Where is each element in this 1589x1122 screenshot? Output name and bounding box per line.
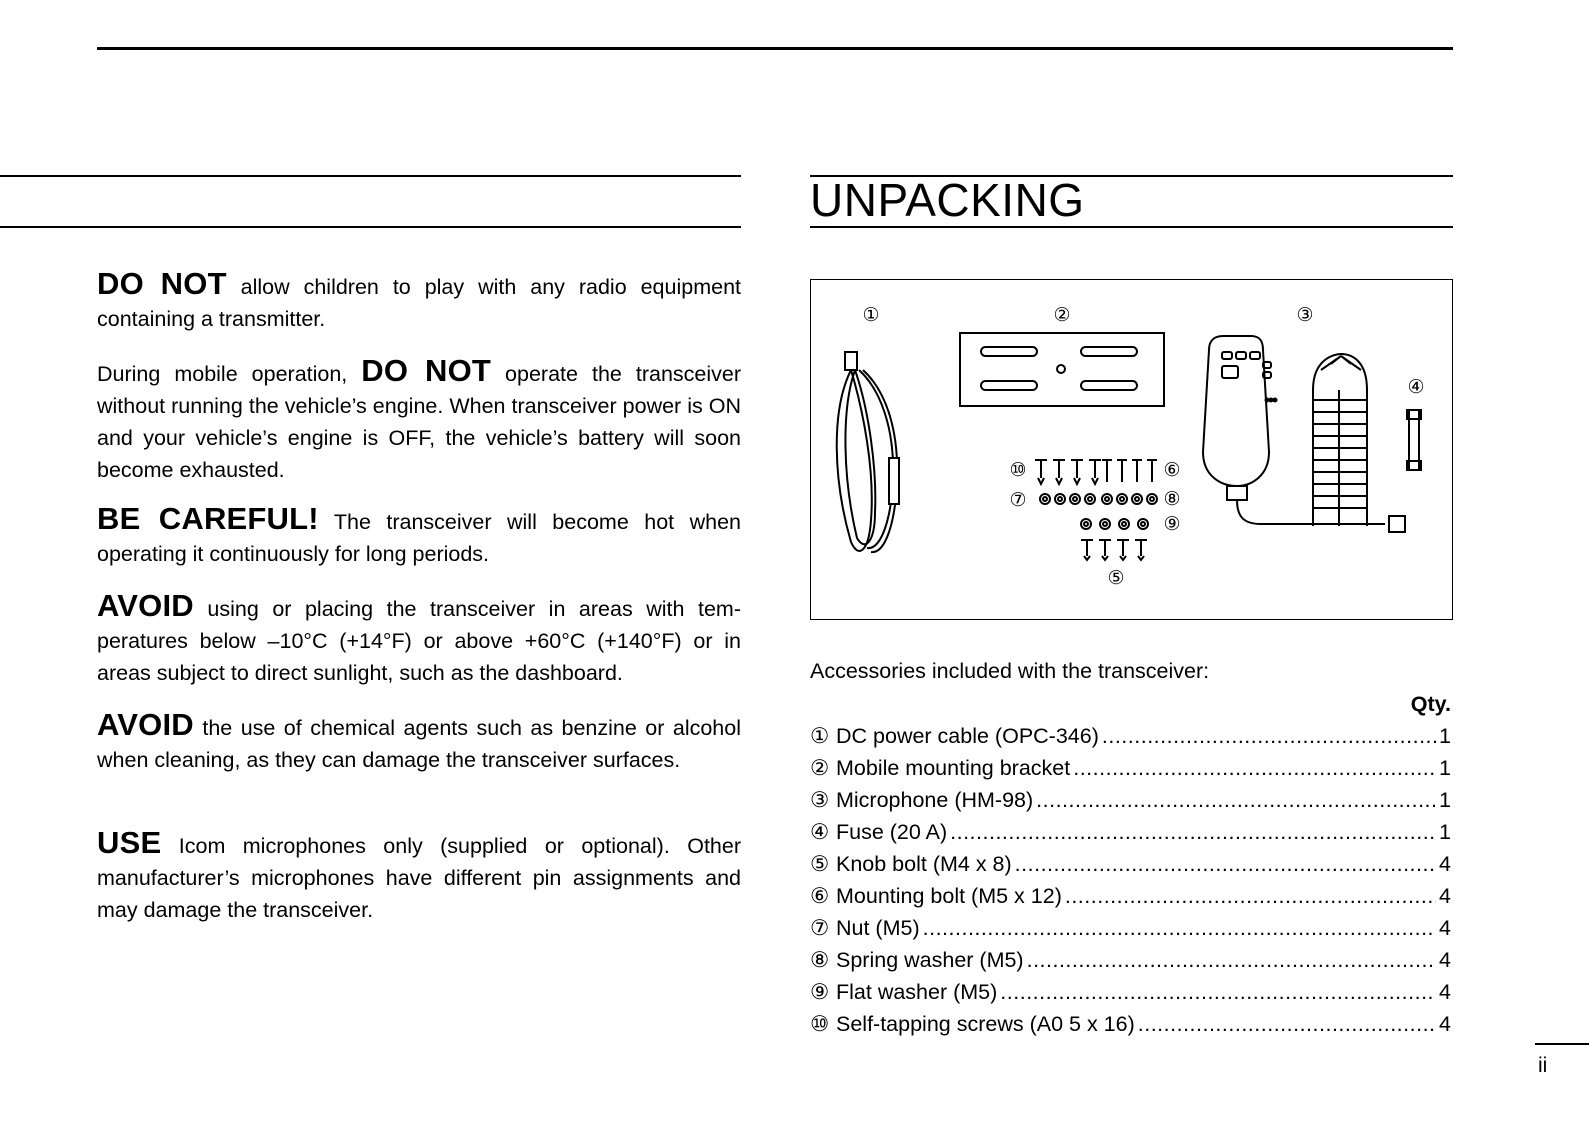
figure-label-8: ⑧	[1163, 488, 1181, 510]
item-qty: 4	[1439, 916, 1451, 940]
item-name: Knob bolt (M4 x 8)	[836, 852, 1012, 876]
warning-keyword: AVOID	[97, 588, 194, 623]
item-qty: 4	[1439, 852, 1451, 876]
accessory-list	[810, 720, 1451, 1040]
qty-header: Qty.	[1410, 692, 1451, 716]
item-qty: 4	[1439, 948, 1451, 972]
item-number: ⑤	[810, 852, 830, 876]
section-heading: UNPACKING	[810, 174, 1085, 226]
knob-bolts-drawing	[1081, 540, 1147, 560]
warning-text: operate the transceiver without running the vehicle’s engine. When transceiver power is ON and your vehicle’s engine is OFF, the vehicle’s battery will soon become exhausted.	[97, 362, 741, 482]
figure-label-6: ⑥	[1163, 459, 1181, 481]
item-number: ①	[810, 724, 830, 748]
accessories-figure	[810, 279, 1453, 620]
item-number: ②	[810, 756, 830, 780]
dot-leader	[1036, 784, 1436, 816]
figure-label-3: ③	[1296, 304, 1314, 326]
list-item	[810, 720, 1451, 752]
item-qty: 1	[1439, 820, 1451, 844]
mounting-bracket-drawing	[960, 333, 1164, 406]
list-item	[810, 912, 1451, 944]
item-number: ⑩	[810, 1012, 830, 1036]
left-section-rule-top	[0, 175, 741, 177]
warning-text: using or placing the transceiver in areas with temperatures below –10°C (+14°F) or above +60°C (+140°F) or in areas subject to direct sunlight, such as the dashboard.	[97, 597, 741, 685]
warning-microphones	[97, 827, 741, 926]
figure-label-10: ⑩	[1009, 459, 1027, 481]
warning-text: allow children to play with any radio equipment containing a transmitter.	[97, 275, 741, 331]
item-qty: 1	[1439, 724, 1451, 748]
dot-leader	[950, 816, 1436, 848]
item-number: ⑦	[810, 916, 830, 940]
warning-keyword: USE	[97, 825, 162, 860]
item-name: Self-tapping screws (A0 5 x 16)	[836, 1012, 1135, 1036]
item-name: Flat washer (M5)	[836, 980, 998, 1004]
item-number: ③	[810, 788, 830, 812]
list-item	[810, 784, 1451, 816]
warning-text: the use of chemical agents such as benzine or alcohol when cleaning, as they can damage the transceiver surfaces.	[97, 716, 741, 772]
top-rule	[97, 47, 1453, 50]
mounting-bolts-drawing	[1102, 460, 1157, 482]
self-tapping-screws-drawing	[1035, 460, 1101, 484]
figure-label-4: ④	[1407, 376, 1425, 398]
list-item	[810, 752, 1451, 784]
hardware-drawing	[1035, 460, 1157, 560]
item-qty: 4	[1439, 1012, 1451, 1036]
list-item	[810, 816, 1451, 848]
flat-washers-drawing	[1081, 519, 1148, 529]
item-number: ⑧	[810, 948, 830, 972]
item-qty: 1	[1439, 788, 1451, 812]
figure-label-1: ①	[862, 304, 880, 326]
list-item	[810, 880, 1451, 912]
item-name: Mounting bolt (M5 x 12)	[836, 884, 1062, 908]
warning-text: Icom microphones only (supplied or optional). Other manufacturer’s microphones have different pin assignments and may damage the transceiver.	[97, 834, 741, 922]
warning-keyword: DO NOT	[361, 353, 492, 388]
dc-power-cable-drawing	[837, 352, 899, 552]
spring-washers-drawing	[1102, 494, 1157, 504]
figure-label-2: ②	[1053, 304, 1071, 326]
warning-keyword: BE CAREFUL!	[97, 501, 319, 536]
warning-text: The transceiver will become hot when operating it continuously for long periods.	[97, 510, 741, 566]
item-qty: 4	[1439, 884, 1451, 908]
item-name: Spring washer (M5)	[836, 948, 1024, 972]
item-number: ⑨	[810, 980, 830, 1004]
figure-label-7: ⑦	[1009, 489, 1027, 511]
item-name: Microphone (HM-98)	[836, 788, 1034, 812]
warning-engine	[97, 355, 741, 486]
item-name: Mobile mounting bracket	[836, 756, 1071, 780]
left-section-rule-bottom	[0, 226, 741, 228]
item-number: ④	[810, 820, 830, 844]
figure-label-5: ⑤	[1107, 567, 1125, 589]
microphone-drawing	[1203, 336, 1405, 532]
list-item	[810, 976, 1451, 1008]
item-qty: 1	[1439, 756, 1451, 780]
item-name: Nut (M5)	[836, 916, 920, 940]
warning-hot	[97, 503, 741, 570]
warning-temperature	[97, 590, 741, 689]
warning-chemicals	[97, 709, 741, 776]
warning-children	[97, 268, 741, 335]
item-name: DC power cable (OPC-346)	[836, 724, 1099, 748]
nuts-drawing	[1040, 494, 1095, 504]
item-name: Fuse (20 A)	[836, 820, 948, 844]
list-item	[810, 848, 1451, 880]
item-qty: 4	[1439, 980, 1451, 1004]
accessories-intro: Accessories included with the transceiver:	[810, 659, 1210, 683]
dot-leader	[923, 912, 1436, 944]
list-item	[810, 944, 1451, 976]
dot-leader	[1065, 880, 1436, 912]
dot-leader	[1102, 720, 1436, 752]
warning-keyword: AVOID	[97, 707, 194, 742]
accessories-illustration	[811, 280, 1454, 621]
item-number: ⑥	[810, 884, 830, 908]
warning-keyword: DO NOT	[97, 266, 227, 301]
dot-leader	[1015, 848, 1436, 880]
list-item	[810, 1008, 1451, 1040]
page-number-rule	[1535, 1043, 1589, 1045]
dot-leader	[1027, 944, 1436, 976]
fuse-drawing	[1407, 410, 1421, 470]
dot-leader	[1000, 976, 1436, 1008]
warning-prefix: During mobile operation,	[97, 362, 362, 386]
dot-leader	[1138, 1008, 1436, 1040]
page-number: ii	[1538, 1054, 1548, 1077]
figure-label-9: ⑨	[1163, 513, 1181, 535]
dot-leader	[1073, 752, 1436, 784]
